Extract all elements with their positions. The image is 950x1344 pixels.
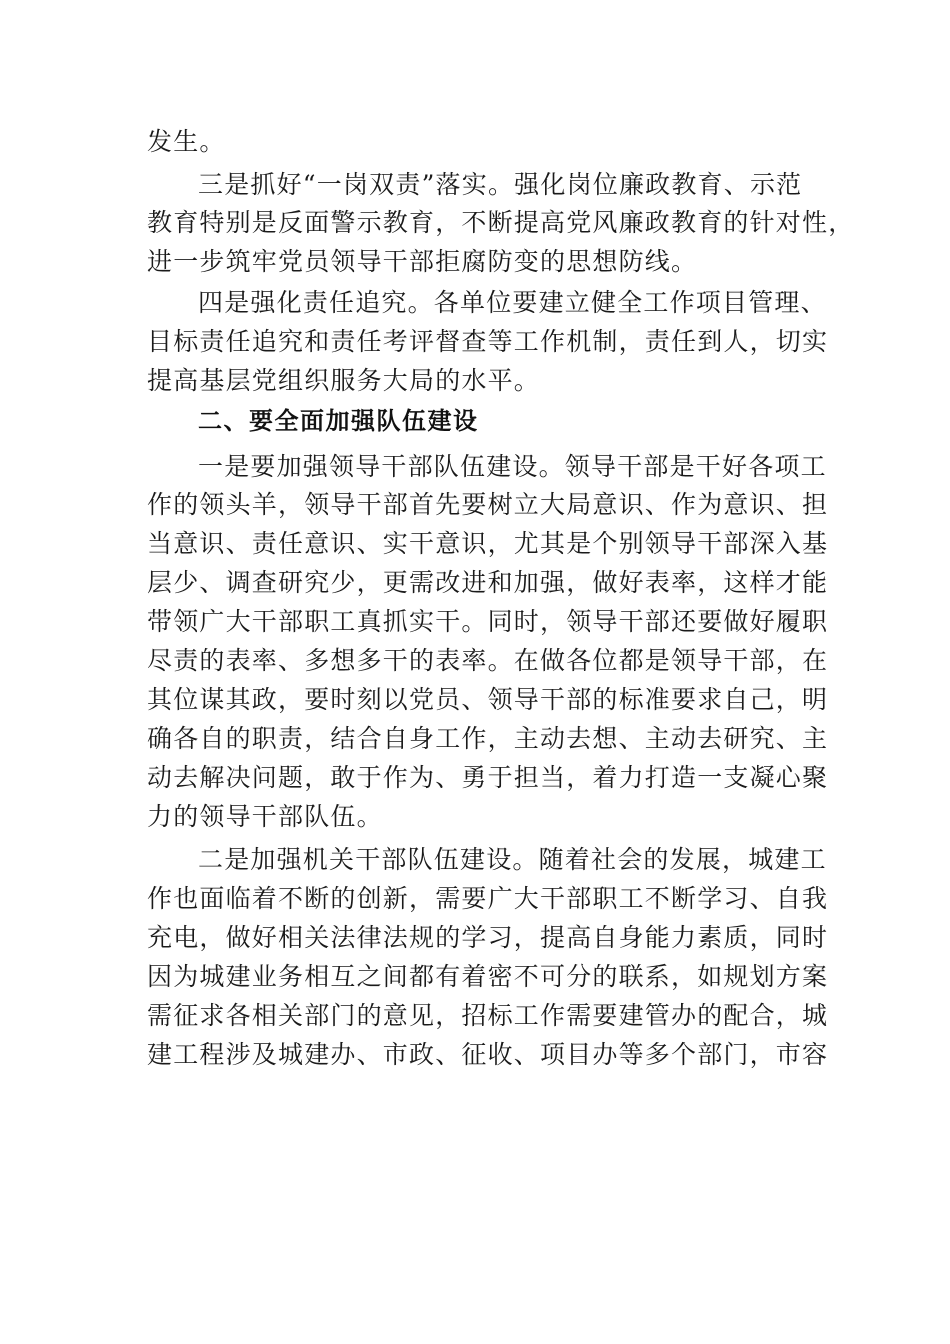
text-line: 充电，做好相关法律法规的学习，提高自身能力素质，同时 (147, 923, 829, 952)
text-line: 带领广大干部职工真抓实干。同时，领导干部还要做好履职 (147, 607, 829, 636)
text-line: 目标责任追究和责任考评督查等工作机制，责任到人，切实 (147, 327, 829, 356)
text-line: 作的领头羊，领导干部首先要树立大局意识、作为意识、担 (147, 490, 829, 519)
text-line: 尽责的表率、多想多干的表率。在做各位都是领导干部，在 (147, 646, 829, 675)
section-heading: 二、要全面加强队伍建设 (198, 407, 479, 435)
text-line: 作也面临着不断的创新，需要广大干部职工不断学习、自我 (147, 884, 829, 913)
text-line: 确各自的职责，结合自身工作，主动去想、主动去研究、主 (147, 724, 829, 753)
text-line: 提高基层党组织服务大局的水平。 (147, 366, 541, 395)
text-line: 当意识、责任意识、实干意识，尤其是个别领导干部深入基 (147, 529, 829, 558)
text-line: 一是要加强领导干部队伍建设。领导干部是干好各项工 (198, 452, 827, 481)
text-line: 层少、调查研究少，更需改进和加强，做好表率，这样才能 (147, 568, 829, 597)
text-line: 发生。 (147, 127, 226, 156)
text-line: 建工程涉及城建办、市政、征收、项目办等多个部门，市容 (147, 1040, 829, 1069)
text-line: 三是抓好“一岗双责”落实。强化岗位廉政教育、示范 (198, 170, 803, 199)
text-line: 进一步筑牢党员领导干部拒腐防变的思想防线。 (147, 247, 698, 276)
text-line: 需征求各相关部门的意见，招标工作需要建管办的配合，城 (147, 1001, 829, 1030)
text-line: 二是加强机关干部队伍建设。随着社会的发展，城建工 (198, 845, 827, 874)
text-line: 因为城建业务相互之间都有着密不可分的联系，如规划方案 (147, 962, 829, 991)
text-line: 教育特别是反面警示教育，不断提高党风廉政教育的针对性， (147, 208, 855, 237)
text-line: 力的领导干部队伍。 (147, 802, 383, 831)
text-line: 动去解决问题，敢于作为、勇于担当，着力打造一支凝心聚 (147, 763, 829, 792)
text-line: 其位谋其政，要时刻以党员、领导干部的标准要求自己，明 (147, 685, 829, 714)
text-line: 四是强化责任追究。各单位要建立健全工作项目管理、 (198, 288, 827, 317)
